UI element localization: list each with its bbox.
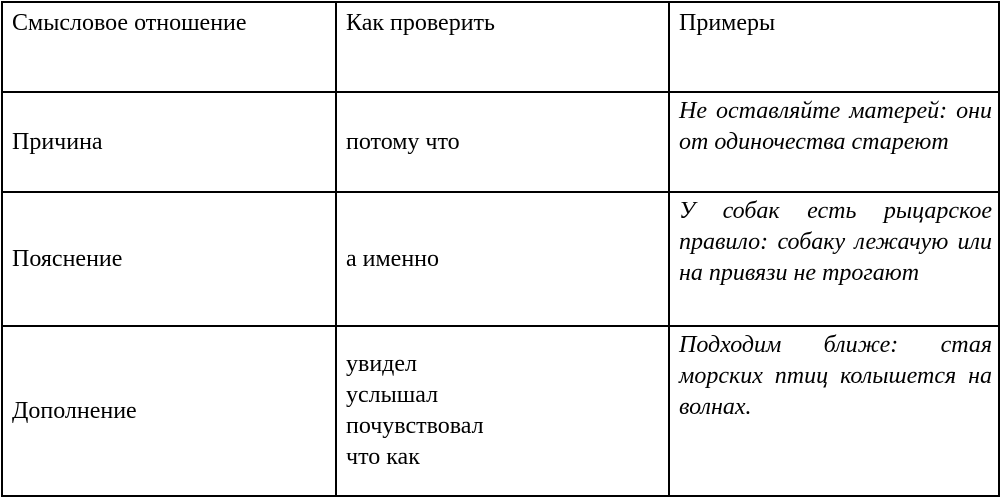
header-relation: Смысловое отношение [2, 2, 336, 92]
table-row [2, 326, 999, 496]
relation-cell: Пояснение [2, 192, 336, 326]
example-cell: У собак есть рыцарское правило: собаку лежачую или на привязи не трогают [669, 192, 999, 326]
semantic-relations-table [1, 1, 1000, 497]
example-cell: Подходим ближе: стая морских птиц колышется на волнах. [669, 326, 999, 496]
check-word: а именно [346, 245, 440, 272]
check-word: потому что [346, 128, 460, 155]
check-word: услышал [346, 382, 439, 408]
check-word: что как [346, 444, 420, 470]
relation-cell: Дополнение [2, 326, 336, 496]
table-row [2, 192, 999, 326]
header-check: Как проверить [336, 2, 669, 92]
table-row [2, 92, 999, 192]
check-cell [336, 92, 669, 192]
check-word: почувствовал [346, 413, 484, 439]
table-header-row [2, 2, 999, 92]
relation-cell: Причина [2, 92, 336, 192]
check-word: увидел [346, 351, 418, 377]
check-cell [336, 192, 669, 326]
header-examples: Примеры [669, 2, 999, 92]
example-cell: Не оставляйте матерей: они от одиночества стареют [669, 92, 999, 192]
check-cell [336, 326, 669, 496]
